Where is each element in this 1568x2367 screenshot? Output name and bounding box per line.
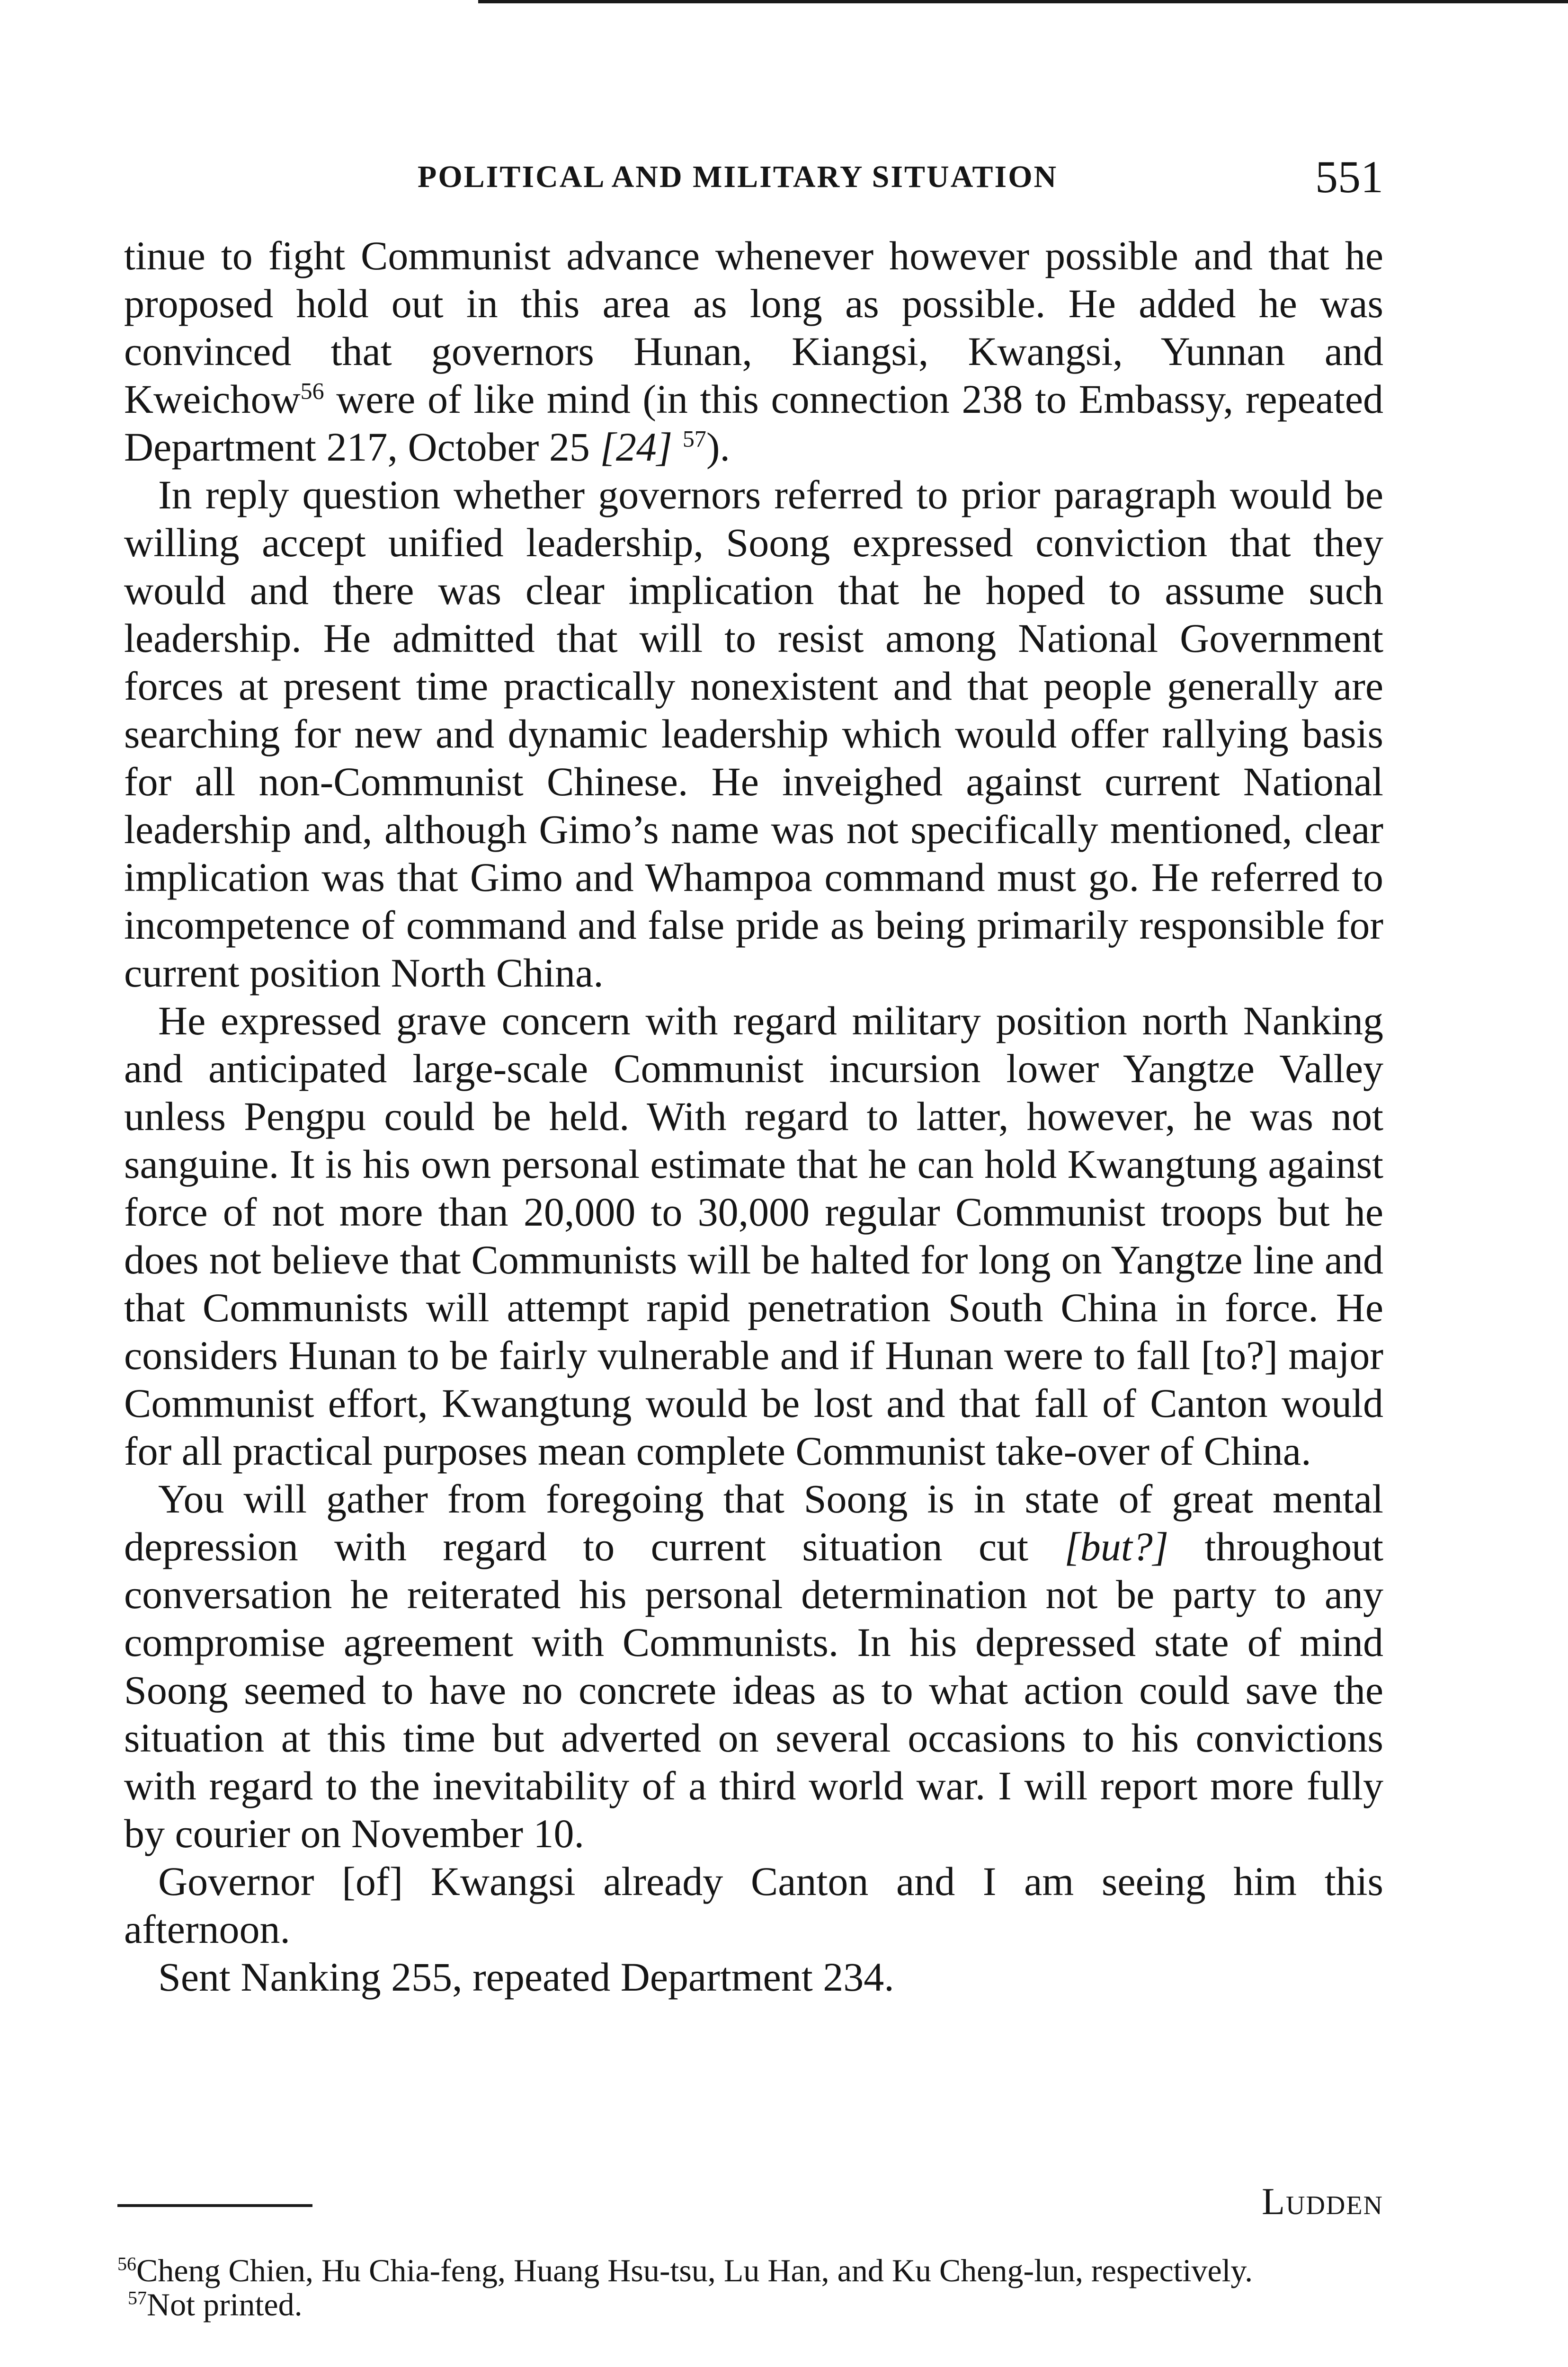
body-text <box>124 232 1383 2001</box>
footnotes <box>117 2253 1372 2322</box>
page-header <box>124 151 1383 207</box>
paragraph-1-text-b: were of like mind (in this connection 238 to Embassy, repeated Department 217, October 25 <box>124 376 1383 470</box>
footnote-marker: 56 <box>117 2253 136 2275</box>
paragraph-1-text: tinue to fight Communist advance whenever however possible and that he proposed hold out in this area as long as possible. He added he was convinced that governors Hunan, Kiangsi, Kwangsi, Yunnan and Kweichow <box>124 233 1383 422</box>
paragraph-3: He expressed grave concern with regard military position north Nanking and anticipated large-scale Communist incursion lower Yangtze Valley unless Pengpu could be held. With regard to latter, however, he was not sanguine. It is his own personal estimate that he can hold Kwangtung against force of not more than 20,000 to 30,000 regular Communist troops but he does not believe that Communists will be halted for long on Yangtze line and that Communists will attempt rapid penetration South China in force. He considers Hunan to be fairly vulnerable and if Hunan were to fall [to?] major Communist effort, Kwangtung would be lost and that fall of Canton would for all practical purposes mean complete Communist take-over of China. <box>124 998 1383 1474</box>
bracket-but: [but?] <box>1064 1524 1169 1569</box>
running-head: POLITICAL AND MILITARY SITUATION <box>418 160 1058 194</box>
footnote-marker: 57 <box>128 2287 147 2309</box>
paragraph-6: Sent Nanking 255, repeated Department 234. <box>158 1954 894 2000</box>
paragraph-2: In reply question whether governors referred to prior paragraph would be willing accept unified leadership, Soong expressed conviction that they would and there was clear implication that he hoped to assume such leadership. He admitted that will to resist among National Government forces at present time practically nonexistent and that people generally are searching for new and dynamic leadership which would offer rallying basis for all non-Communist Chinese. He inveighed against current National leadership and, although Gimo’s name was not specifically mentioned, clear implication was that Gimo and Whampoa command must go. He referred to incompetence of command and false pride as being primarily responsible for current position North China. <box>124 472 1383 996</box>
footnote-56 <box>117 2253 1372 2287</box>
footnote-ref-56: 56 <box>300 377 324 404</box>
signature: Ludden <box>1262 2181 1383 2223</box>
paragraph-1 <box>124 232 1383 471</box>
footnote-text: Not printed. <box>147 2287 303 2323</box>
footnote-57 <box>117 2287 1372 2322</box>
paragraph-5: Governor [of] Kwangsi already Canton and I am seeing him this afternoon. <box>124 1859 1383 1952</box>
footnote-rule <box>117 2204 312 2207</box>
footnote-ref-57: 57 <box>682 425 706 452</box>
paragraph-1-end: ). <box>706 424 730 470</box>
bracket-date: [24] <box>600 424 673 470</box>
paragraph-4-text-b: throughout conversation he reiterated his personal determination not be party to any compromise agreement with Communists. In his depressed state of mind Soong seemed to have no concrete ideas as to what action could save the situation at this time but adverted on several occasions to his convictions with regard to the inevitability of a third world war. I will report more fully by courier on November 10. <box>124 1524 1383 1856</box>
footnote-text: Cheng Chien, Hu Chia-feng, Huang Hsu-tsu, Lu Han, and Ku Cheng-lun, respectively. <box>136 2252 1253 2288</box>
page-number: 551 <box>1315 151 1383 202</box>
top-edge-rule <box>478 0 1568 3</box>
paragraph-4 <box>124 1475 1383 1858</box>
paragraph-4-text-a: You will gather from foregoing that Soong is in state of great mental depression with regard to current situation cut <box>124 1476 1383 1569</box>
